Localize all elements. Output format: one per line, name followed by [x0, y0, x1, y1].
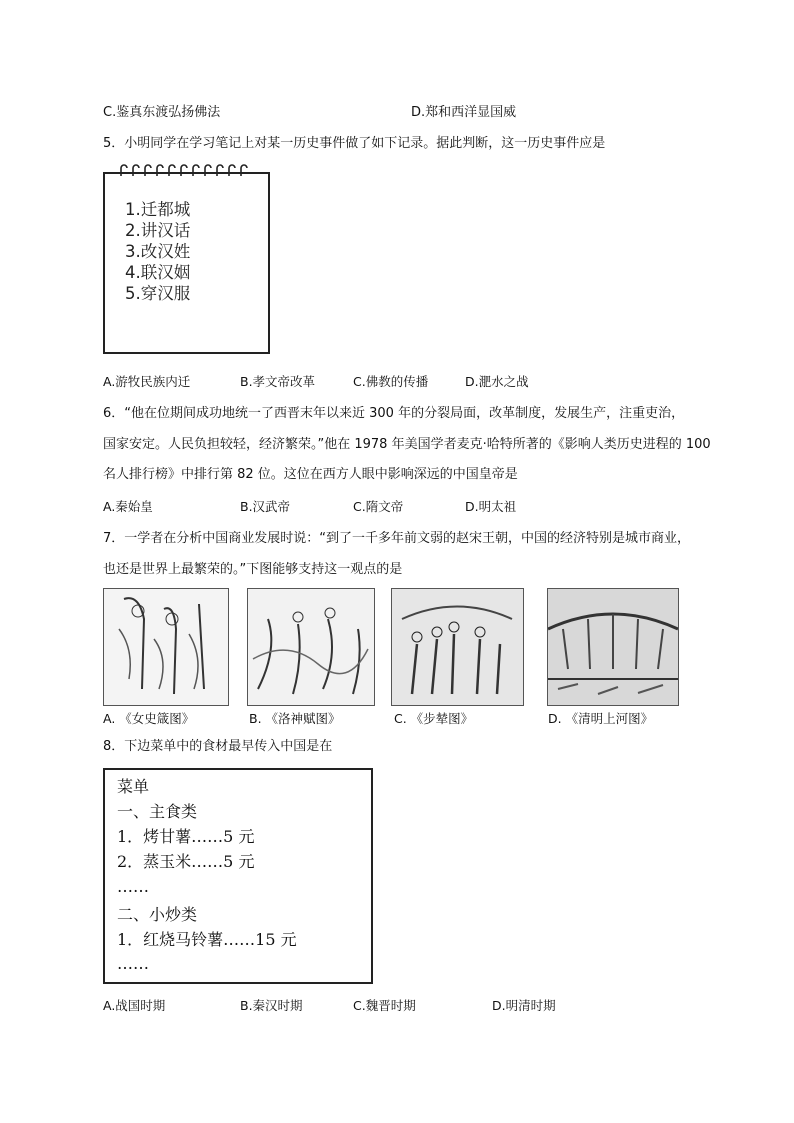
q8-option-d: D.明清时期 — [492, 998, 556, 1013]
q7-line-2: 也还是世界上最繁荣的。”下图能够支持这一观点的是 — [103, 562, 403, 577]
q8-option-a: A.战国时期 — [103, 998, 166, 1013]
q6-option-b: B.汉武帝 — [240, 499, 291, 514]
menu-line-2: 一、主食类 — [117, 802, 198, 821]
q4-option-c: C.鉴真东渡弘扬佛法 — [103, 105, 221, 120]
notebook-item-1: 1.迁都城 — [125, 200, 191, 219]
notebook-item-2: 2.讲汉话 — [125, 221, 191, 240]
q7-caption-d: D. 《清明上河图》 — [548, 711, 654, 726]
q5-option-d: D.淝水之战 — [465, 374, 529, 389]
menu-line-6: 二、小炒类 — [117, 905, 198, 924]
q8-option-b: B.秦汉时期 — [240, 998, 303, 1013]
q5-option-a: A.游牧民族内迁 — [103, 374, 191, 389]
notebook-item-4: 4.联汉姻 — [125, 263, 191, 282]
q8-option-c: C.魏晋时期 — [353, 998, 416, 1013]
menu-line-4: 2．蒸玉米……5 元 — [117, 852, 255, 871]
q6-option-d: D.明太祖 — [465, 499, 517, 514]
q5-option-c: C.佛教的传播 — [353, 374, 429, 389]
q7-caption-c: C. 《步辇图》 — [394, 711, 474, 726]
q5-option-b: B.孝文帝改革 — [240, 374, 316, 389]
menu-line-3: 1．烤甘薯……5 元 — [117, 827, 255, 846]
menu-line-1: 菜单 — [117, 777, 150, 796]
q6-option-a: A.秦始皇 — [103, 499, 153, 514]
q6-line-2: 国家安定。人民负担较轻，经济繁荣。”他在 1978 年美国学者麦克·哈特所著的《影响人类历史进程的 100 — [103, 437, 711, 452]
painting-luoshen-fu-image — [247, 588, 375, 706]
q7-line-1: 7．一学者在分析中国商业发展时说：“到了一千多年前文弱的赵宋王朝，中国的经济特别是城市商业， — [103, 531, 691, 546]
q7-caption-a: A. 《女史箴图》 — [103, 711, 195, 726]
q6-line-1: 6．“他在位期间成功地统一了西晋末年以来近 300 年的分裂局面，改革制度，发展生产，注重吏治， — [103, 406, 685, 421]
q7-caption-b: B. 《洛神赋图》 — [249, 711, 341, 726]
q5-stem: 5．小明同学在学习笔记上对某一历史事件做了如下记录。据此判断，这一历史事件应是 — [103, 136, 606, 151]
notebook-rings-icon — [117, 162, 257, 178]
q6-line-3: 名人排行榜》中排行第 82 位。这位在西方人眼中影响深远的中国皇帝是 — [103, 467, 518, 482]
menu-line-5: …… — [117, 877, 149, 896]
notebook-item-3: 3.改汉姓 — [125, 242, 191, 261]
q8-stem: 8．下边菜单中的食材最早传入中国是在 — [103, 739, 333, 754]
painting-qingming-shanghe-image — [547, 588, 679, 706]
menu-line-8: …… — [117, 954, 149, 973]
q4-option-d: D.郑和西洋显国威 — [411, 105, 517, 120]
painting-bunian-image — [391, 588, 524, 706]
menu-line-7: 1．红烧马铃薯……15 元 — [117, 930, 297, 949]
q6-option-c: C.隋文帝 — [353, 499, 404, 514]
notebook-item-5: 5.穿汉服 — [125, 284, 191, 303]
painting-nvshi-zhen-image — [103, 588, 229, 706]
